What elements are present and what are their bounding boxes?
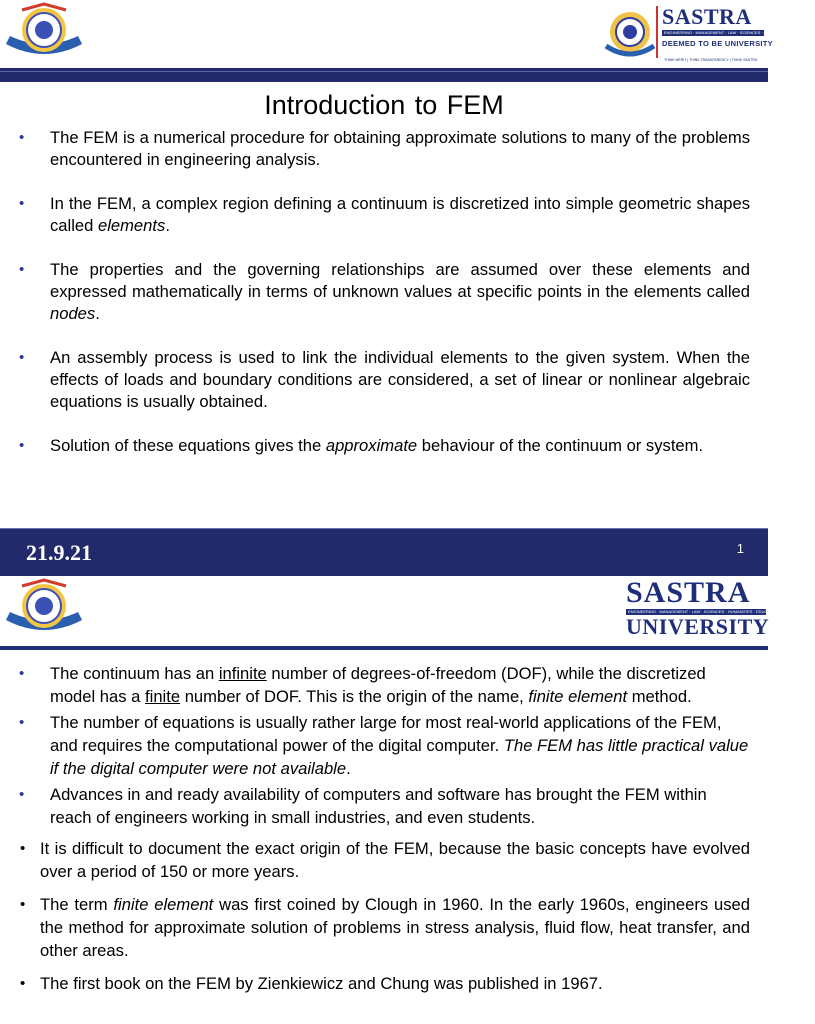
list-item: • In the FEM, a complex region defining a continuum is discretized into simple geometric shapes called elements.	[19, 194, 750, 235]
sastra-tagline: THINK MERIT | THINK TRANSPARENCY | THINK SASTRA	[664, 58, 758, 62]
sastra-deemed: DEEMED TO BE UNIVERSITY	[662, 39, 773, 48]
page-number: 1	[736, 541, 744, 556]
footer-date: 21.9.21	[26, 540, 92, 565]
bullet-icon: •	[19, 195, 25, 212]
bullet-icon: •	[19, 437, 25, 454]
bullet-icon: •	[19, 714, 25, 731]
sastra-wordmark: SASTRA	[626, 576, 751, 609]
bullet-list	[19, 662, 750, 995]
list-item: • It is difficult to document the exact origin of the FEM, because the basic concepts have evolved over a period of 150 or more years.	[20, 839, 750, 881]
university-emblem-icon	[2, 576, 86, 640]
sastra-strip: ENGINEERING · MANAGEMENT · LAW · SCIENCES · HUMANITIES · EDUCATION	[628, 609, 780, 614]
slide-title: Introduction to FEM	[264, 90, 504, 120]
sastra-university-logo	[626, 576, 780, 640]
bullet-icon: •	[19, 349, 25, 366]
bullet-icon: •	[19, 129, 25, 146]
sastra-emblem-icon	[602, 6, 658, 60]
bullet-icon: •	[20, 840, 26, 857]
sastra-logo	[594, 0, 815, 66]
bullet-icon: •	[20, 975, 26, 992]
slide-footer	[0, 528, 768, 577]
header-rule	[0, 646, 768, 650]
list-item: • Advances in and ready availability of computers and software has brought the FEM within reach of engineers working in small industries, and even students.	[19, 785, 707, 827]
bullet-icon: •	[19, 261, 25, 278]
bullet-icon: •	[19, 665, 25, 682]
list-item: • The properties and the governing relationships are assumed over these elements and expressed mathematically in terms of unknown values at specific points in the elements called nodes.	[19, 260, 750, 323]
university-emblem-icon	[2, 0, 86, 64]
list-item: • The FEM is a numerical procedure for obtaining approximate solutions to many of the problems encountered in engineering analysis.	[19, 128, 750, 169]
slide-2	[0, 576, 780, 1024]
list-item: • An assembly process is used to link the individual elements to the given system. When the effects of loads and boundary conditions are considered, a set of linear or nonlinear algebraic equations is usually obtained.	[19, 348, 750, 411]
university-wordmark: UNIVERSITY	[626, 614, 770, 639]
sastra-strip: ENGINEERING · MANAGEMENT · LAW · SCIENCES · HUMANITIES · EDUCATION	[664, 30, 815, 35]
header-rule	[0, 68, 768, 82]
list-item: • Solution of these equations gives the approximate behaviour of the continuum or system.	[19, 436, 704, 455]
list-item: • The first book on the FEM by Zienkiewicz and Chung was published in 1967.	[20, 974, 603, 993]
list-item: • The term finite element was first coined by Clough in 1960. In the early 1960s, engineers used the method for approximate solution of problems in stress analysis, fluid flow, heat transfer, and other areas.	[20, 895, 750, 960]
list-item: • The continuum has an infinite number of degrees-of-freedom (DOF), while the discretized model has a finite number of DOF. This is the origin of the name, finite element method.	[19, 664, 706, 706]
bullet-list	[19, 127, 750, 457]
bullet-icon: •	[20, 896, 26, 913]
list-item: • The number of equations is usually rather large for most real-world applications of the FEM, and requires the computational power of the digital computer. The FEM has little practical value if the digital computer were not available.	[19, 713, 749, 778]
bullet-icon: •	[19, 786, 25, 803]
sastra-wordmark: SASTRA	[662, 4, 752, 29]
